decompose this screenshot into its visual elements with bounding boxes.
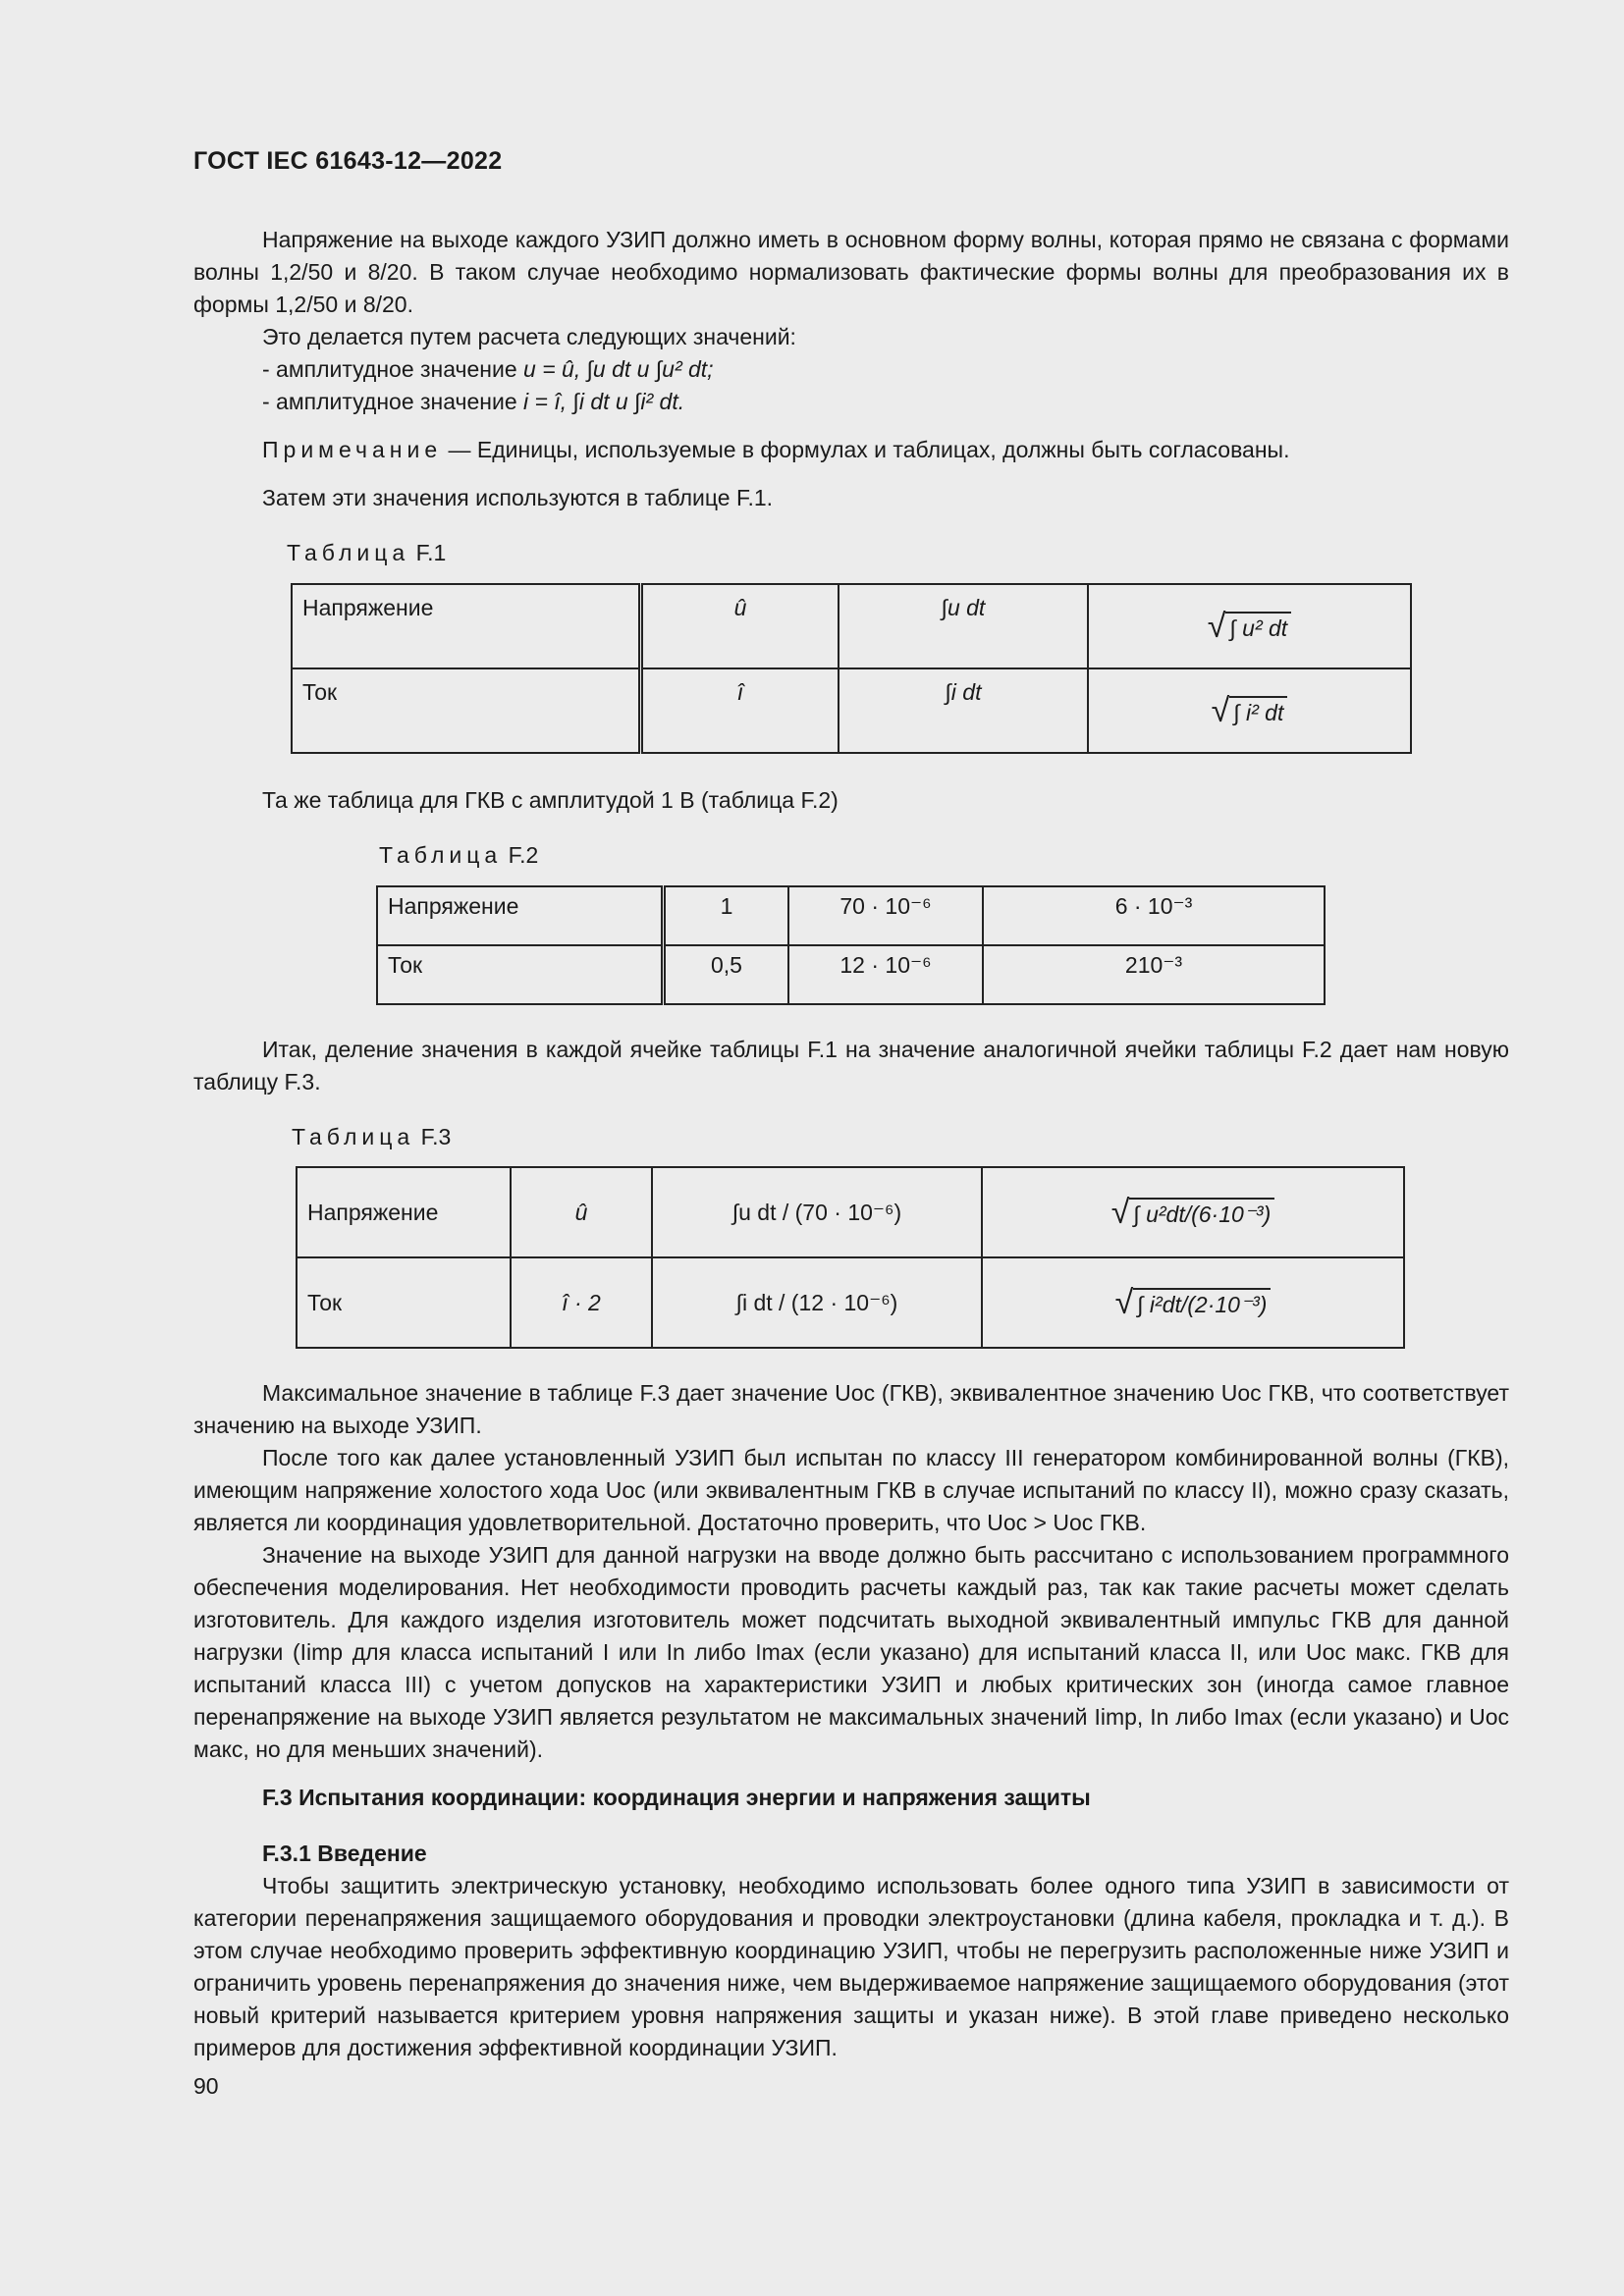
table-cell	[1088, 668, 1411, 753]
table-cell: Ток	[297, 1257, 511, 1348]
table-f2	[376, 885, 1326, 1005]
table-cell: 70 · 10⁻⁶	[788, 886, 983, 945]
list-item-current	[262, 386, 684, 418]
note	[262, 434, 1289, 466]
table-cell: û	[511, 1167, 652, 1257]
table-cell: ∫u dt / (70 · 10⁻⁶)	[652, 1167, 982, 1257]
paragraph-introduction: Чтобы защитить электрическую установку, необходимо использовать более одного типа УЗИП в зависимости от категории перенапряжения защищаемого оборудования и проводки электроустановки (длина кабеля, прокладка и т. д.). В этом случае необходимо проверить эффективную координацию УЗИП, чтобы не перегрузить расположенные ниже УЗИП и ограничить уровень перенапряжения до значения ниже, чем выдерживаемое напряжение защищаемого оборудования (этот новый критерий называется критерием уровня напряжения защиты и указан ниже). В этой главе приведено несколько примеров для достижения эффективной координации УЗИП.	[193, 1873, 1509, 2060]
paragraph-table-ref: Затем эти значения используются в таблице F.1.	[262, 485, 774, 510]
table-f1-caption-label: Таблица	[287, 540, 410, 565]
paragraph-simulation: Значение на выходе УЗИП для данной нагрузки на вводе должно быть рассчитано с использованием программного обеспечения моделирования. Нет необходимости проводить расчеты каждый раз, так как такие расчеты может сделать изготовитель. Для каждого изделия изготовитель может подсчитать выходной эквивалентный импульс ГКВ для данной нагрузки (Iimp для класса испытаний I или In либо Imax (если указано) для испытаний класса II, или Uoc макс. ГКВ для испытаний класса III) с учетом допусков на характеристики УЗИП и любых критических зон (иногда самое главное перенапряжение на выходе УЗИП является результатом не максимальных значений Iimp, In либо Imax (если указано) и Uoc макс, но для меньших значений).	[193, 1542, 1509, 1762]
sqrt-expression: √ ∫ i² dt	[1212, 694, 1288, 727]
table-cell: 1	[664, 886, 789, 945]
list-item-voltage-formula: u = û, ∫u dt и ∫u² dt;	[523, 356, 714, 382]
note-label: Примечание	[262, 437, 443, 462]
table-cell: î · 2	[511, 1257, 652, 1348]
table-f1	[291, 583, 1412, 754]
table-cell: Напряжение	[297, 1167, 511, 1257]
table-cell: Ток	[292, 668, 641, 753]
table-f3-caption-number: F.3	[420, 1124, 452, 1149]
table-f3-caption-label: Таблица	[292, 1124, 415, 1149]
note-text: — Единицы, используемые в формулах и таблицах, должны быть согласованы.	[442, 437, 1290, 462]
table-row	[377, 886, 1325, 945]
table-f1-caption	[287, 537, 446, 569]
list-item-voltage-prefix: - амплитудное значение	[262, 356, 524, 382]
paragraph-table2-intro: Та же таблица для ГКВ с амплитудой 1 В (таблица F.2)	[262, 787, 839, 813]
sqrt-expression: √ ∫ i²dt/(2·10⁻³)	[1115, 1286, 1272, 1319]
page-number: 90	[193, 2073, 219, 2099]
list-item-current-prefix: - амплитудное значение	[262, 389, 524, 414]
table-cell: 0,5	[664, 945, 789, 1004]
table-cell: û	[641, 584, 839, 668]
table-f2-caption-label: Таблица	[379, 842, 503, 868]
table-row	[297, 1167, 1404, 1257]
table-f3	[296, 1166, 1405, 1349]
table-cell: Напряжение	[377, 886, 664, 945]
table-f2-caption	[379, 839, 538, 872]
sqrt-expression: √ ∫ u² dt	[1208, 610, 1291, 643]
table-cell: 6 · 10⁻³	[983, 886, 1325, 945]
table-cell	[982, 1257, 1404, 1348]
paragraph-max-value: Максимальное значение в таблице F.3 дает значение Uoc (ГКВ), эквивалентное значению Uoc ГКВ, что соответствует значению на выходе УЗИП.	[193, 1380, 1509, 1438]
table-row	[297, 1257, 1404, 1348]
table-f1-caption-number: F.1	[415, 540, 447, 565]
table-cell	[1088, 584, 1411, 668]
table-row	[292, 668, 1411, 753]
table-cell: Напряжение	[292, 584, 641, 668]
table-cell: Ток	[377, 945, 664, 1004]
list-item-voltage	[262, 353, 714, 386]
list-item-current-formula: i = î, ∫i dt и ∫i² dt.	[523, 389, 685, 414]
table-cell: ∫i dt	[839, 668, 1088, 753]
paragraph-calc-intro: Это делается путем расчета следующих значений:	[262, 324, 796, 349]
table-row	[292, 584, 1411, 668]
table-row	[377, 945, 1325, 1004]
document-header: ГОСТ IEC 61643-12—2022	[193, 147, 503, 175]
table-cell: 210⁻³	[983, 945, 1325, 1004]
table-f2-caption-number: F.2	[508, 842, 539, 868]
table-f3-caption	[292, 1121, 451, 1153]
sqrt-expression: √ ∫ u²dt/(6·10⁻³)	[1111, 1196, 1275, 1229]
table-cell: ∫i dt / (12 · 10⁻⁶)	[652, 1257, 982, 1348]
paragraph-class-three-test: После того как далее установленный УЗИП был испытан по классу III генератором комбинированной волны (ГКВ), имеющим напряжение холостого хода Uoc (или эквивалентным ГКВ в случае испытаний по классу II), можно сразу сказать, является ли координация удовлетворительной. Достаточно проверить, что Uoc > Uoc ГКВ.	[193, 1445, 1509, 1535]
table-cell: î	[641, 668, 839, 753]
table-cell	[982, 1167, 1404, 1257]
section-heading-f31: F.3.1 Введение	[262, 1841, 427, 1866]
table-cell: 12 · 10⁻⁶	[788, 945, 983, 1004]
section-heading-f3: F.3 Испытания координации: координация энергии и напряжения защиты	[262, 1785, 1091, 1810]
paragraph-waveform: Напряжение на выходе каждого УЗИП должно иметь в основном форму волны, которая прямо не связана с формами волны 1,2/50 и 8/20. В таком случае необходимо нормализовать фактические формы волны для преобразования их в формы 1,2/50 и 8/20.	[193, 227, 1509, 317]
paragraph-table3-intro: Итак, деление значения в каждой ячейке таблицы F.1 на значение аналогичной ячейки таблицы F.2 дает нам новую таблицу F.3.	[193, 1037, 1509, 1095]
table-cell: ∫u dt	[839, 584, 1088, 668]
